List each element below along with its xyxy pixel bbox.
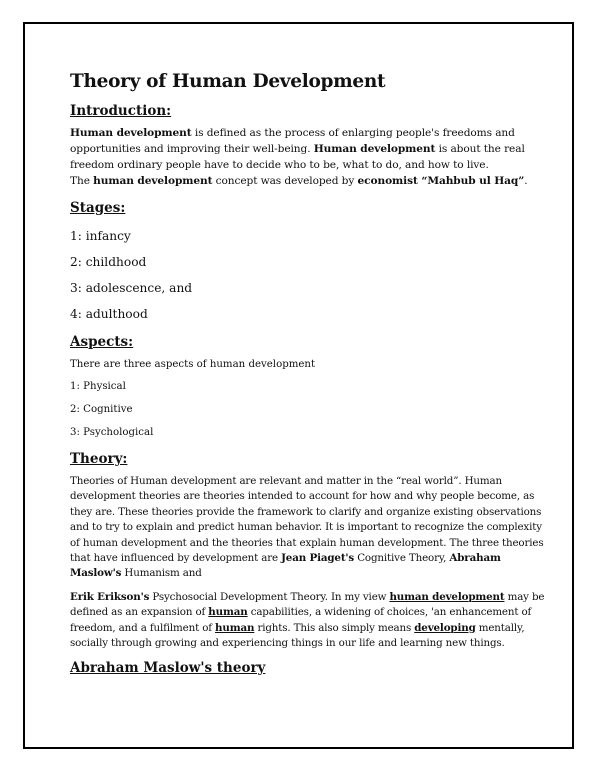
list-item: 1: Physical xyxy=(70,381,126,392)
theory-paragraph-2 xyxy=(70,590,550,652)
text-run: . xyxy=(524,175,528,187)
stages-list xyxy=(70,223,550,327)
bold-term: Jean Piaget's xyxy=(281,552,355,565)
bold-term: economist “Mahbub ul Haq” xyxy=(357,175,525,187)
aspects-list xyxy=(70,375,550,444)
list-item: 1: infancy xyxy=(70,229,131,243)
list-item: 3: Psychological xyxy=(70,427,154,438)
document-title: Theory of Human Development xyxy=(70,71,386,92)
introduction-heading: Introduction: xyxy=(70,103,172,119)
list-item: 3: adolescence, and xyxy=(70,281,193,295)
text-run: The xyxy=(70,175,94,187)
text-run: mentally, socially through growing and experiencing things in our life and learning new things. xyxy=(70,621,525,650)
text-run: capabilities, a widening of choices, 'an enhancement of freedom, and a fulfilment of xyxy=(70,606,532,634)
stages-heading: Stages: xyxy=(70,200,126,216)
theory-paragraph-1 xyxy=(70,474,550,582)
bold-term: Human development xyxy=(70,127,192,139)
list-item: 2: childhood xyxy=(70,255,147,269)
underlined-term: human xyxy=(208,606,248,619)
text-run: is defined as the process of enlarging people's freedoms and opportunities and improving their well-being. xyxy=(70,127,515,155)
bold-term: Erik Erikson's xyxy=(70,590,150,603)
list-item: 2: Cognitive xyxy=(70,404,133,415)
theory-heading: Theory: xyxy=(70,451,128,467)
list-item: 4: adulthood xyxy=(70,307,148,321)
text-run: rights. This also simply means xyxy=(254,621,415,634)
document-body xyxy=(70,70,550,677)
text-run: concept was developed by xyxy=(212,175,358,187)
text-run: Theories of Human development are relevant and matter in the “real world”. Human development theories are theories intended to account for how and why people become, as they are. These theories provide the framework to clarify and organize existing observations and to try to explain and predict human behavior. It is important to recognize the complexity of human development and the theories that explain human development. The three theories that have influenced by development are xyxy=(70,475,544,565)
aspects-intro: There are three aspects of human development xyxy=(70,359,316,370)
maslow-heading: Abraham Maslow's theory xyxy=(70,660,266,677)
introduction-paragraph-1 xyxy=(70,125,550,173)
text-run: Cognitive Theory, xyxy=(354,552,450,565)
aspects-heading: Aspects: xyxy=(70,334,134,350)
introduction-paragraph-2 xyxy=(70,173,550,189)
bold-term: Human development xyxy=(313,143,436,155)
bold-term: Abraham Maslow's xyxy=(70,552,501,580)
underlined-term: human development xyxy=(389,590,505,603)
underlined-term: developing xyxy=(414,621,476,634)
text-run: Humanism and xyxy=(121,567,202,580)
bold-term: human development xyxy=(93,175,213,187)
underlined-term: human xyxy=(215,621,255,634)
text-run: Psychosocial Development Theory. In my view xyxy=(149,590,390,603)
text-run: may be defined as an expansion of xyxy=(70,590,545,619)
text-run: is about the real freedom ordinary people have to decide who to be, what to do, and how to live. xyxy=(70,143,525,171)
